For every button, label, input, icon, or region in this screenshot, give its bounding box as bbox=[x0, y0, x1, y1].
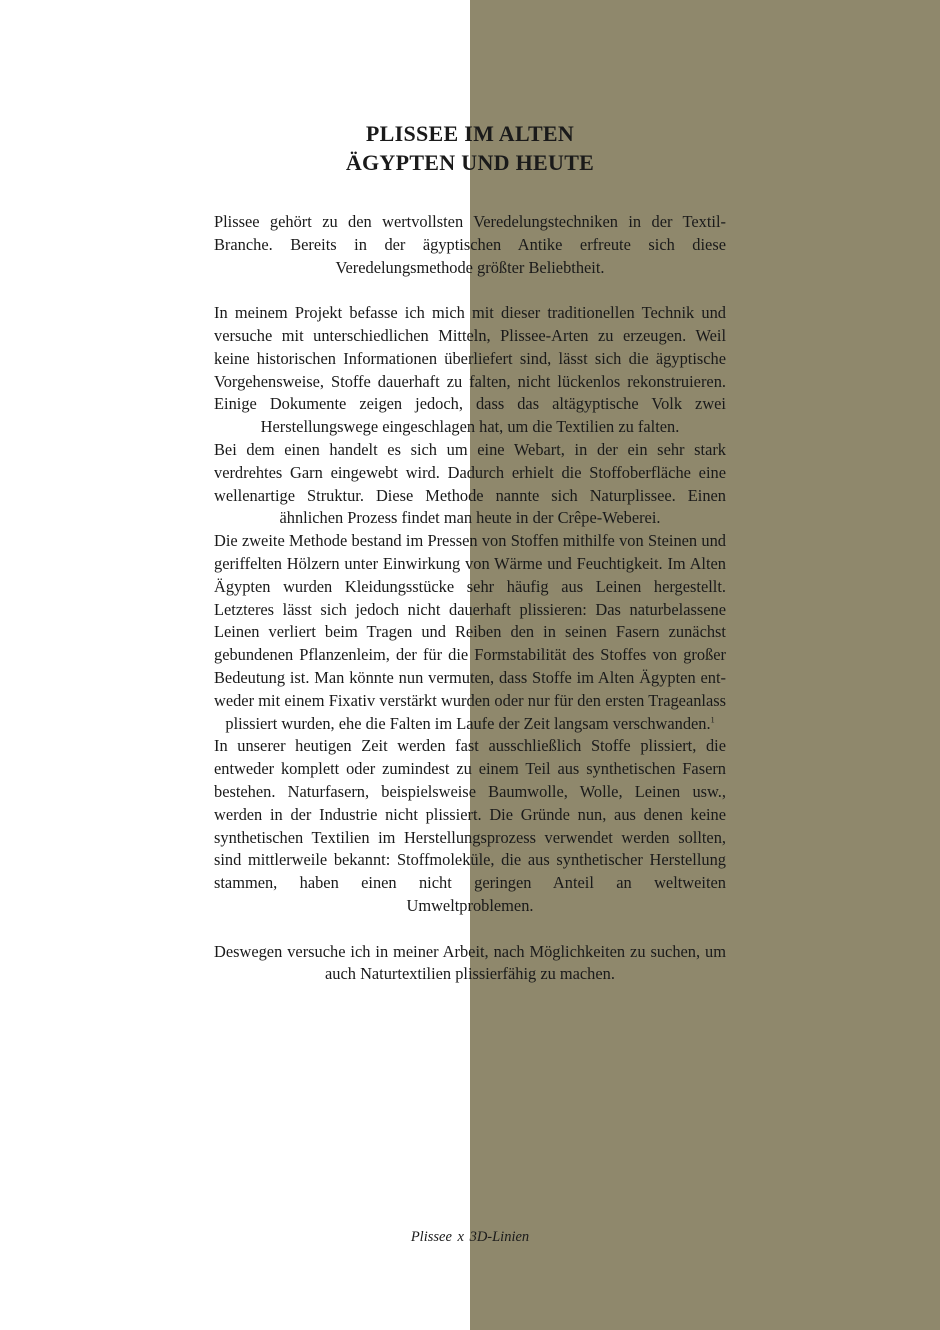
paragraph-first-method: Bei dem einen handelt es sich um eine Webart, in der ein sehr stark verdrehtes Garn eingewebt wird. Dadurch erhielt die Stoffoberfläche eine wellenartige Struktur. Diese Methode nannte sich Naturplissee. Einen ähnlichen Prozess findet man heute in der Crêpe-Weberei. bbox=[214, 439, 726, 528]
title-line-2: ÄGYPTEN UND HEUTE bbox=[345, 149, 595, 175]
body-text bbox=[214, 211, 726, 986]
paragraph-intro: Plissee gehört zu den wertvollsten Veredelungstechniken in der Textil-Branche. Bereits in der ägyptischen Antike erfreute sich diese Veredelungsmethode größter Beliebtheit. bbox=[214, 212, 726, 277]
paragraph-conclusion: Deswegen versuche ich in meiner Arbeit, nach Möglichkeiten zu suchen, um auch Naturtextilien plissierfähig zu machen. bbox=[214, 941, 726, 984]
footnote-marker: 1 bbox=[710, 715, 715, 725]
paragraph-second-method bbox=[214, 530, 726, 735]
paragraph-today: In unserer heutigen Zeit werden fast ausschließlich Stoffe plissiert, die entweder komplett oder zumindest zu einem Teil aus synthetischen Fasern bestehen. Naturfasern, beispielsweise Baumwolle, Wolle, Leinen usw., werden in der Industrie nicht plissiert. Die Gründe nun, aus denen keine synthetischen Textilien im Herstellungsprozess verwendet werden sollten, sind mittlerweile bekannt: Stoffmoleküle, die aus synthetischer Herstellung stammen, haben einen nicht geringen Anteil an weltweiten Umweltproblemen. bbox=[214, 736, 726, 915]
paragraph-second-method-text: Die zweite Methode bestand im Pressen von Stoffen mithilfe von Steinen und geriffelten Hölzern unter Einwirkung von Wärme und Feuchtigkeit. Im Alten Ägypten wurden Kleidungsstücke sehr häufig aus Leinen hergestellt. Letzteres lässt sich jedoch nicht dauerhaft plissieren: Das naturbelassene Leinen verliert beim Tragen und Reiben den in seinen Fasern zunächst gebundenen Pflanzenleim, der für die Formstabilität des Stoffes von großer Bedeutung ist. Man könnte nun vermuten, dass Stoffe im Alten Ägypten entweder mit einem Fixativ verstärkt wurden oder nur für den ersten Trageanlass plissiert wurden, ehe die Falten im Laufe der Zeit langsam verschwanden. bbox=[214, 531, 726, 733]
title-line-1: PLISSEE IM ALTEN bbox=[365, 120, 575, 146]
page-title bbox=[0, 119, 940, 177]
page-footer: Plissee x 3D-Linien bbox=[410, 1229, 530, 1245]
paragraph-project: In meinem Projekt befasse ich mich mit dieser traditionellen Technik und versuche mit unterschiedlichen Mitteln, Plissee-Arten zu erzeugen. Weil keine historischen Informationen überliefert sind, lässt sich die ägyptische Vorgehensweise, Stoffe dauerhaft zu falten, nicht lückenlos rekonstruieren. Einige Dokumente zeigen jedoch, dass das altägyptische Volk zwei Herstellungswege eingeschlagen hat, um die Textilien zu falten. bbox=[214, 303, 726, 437]
